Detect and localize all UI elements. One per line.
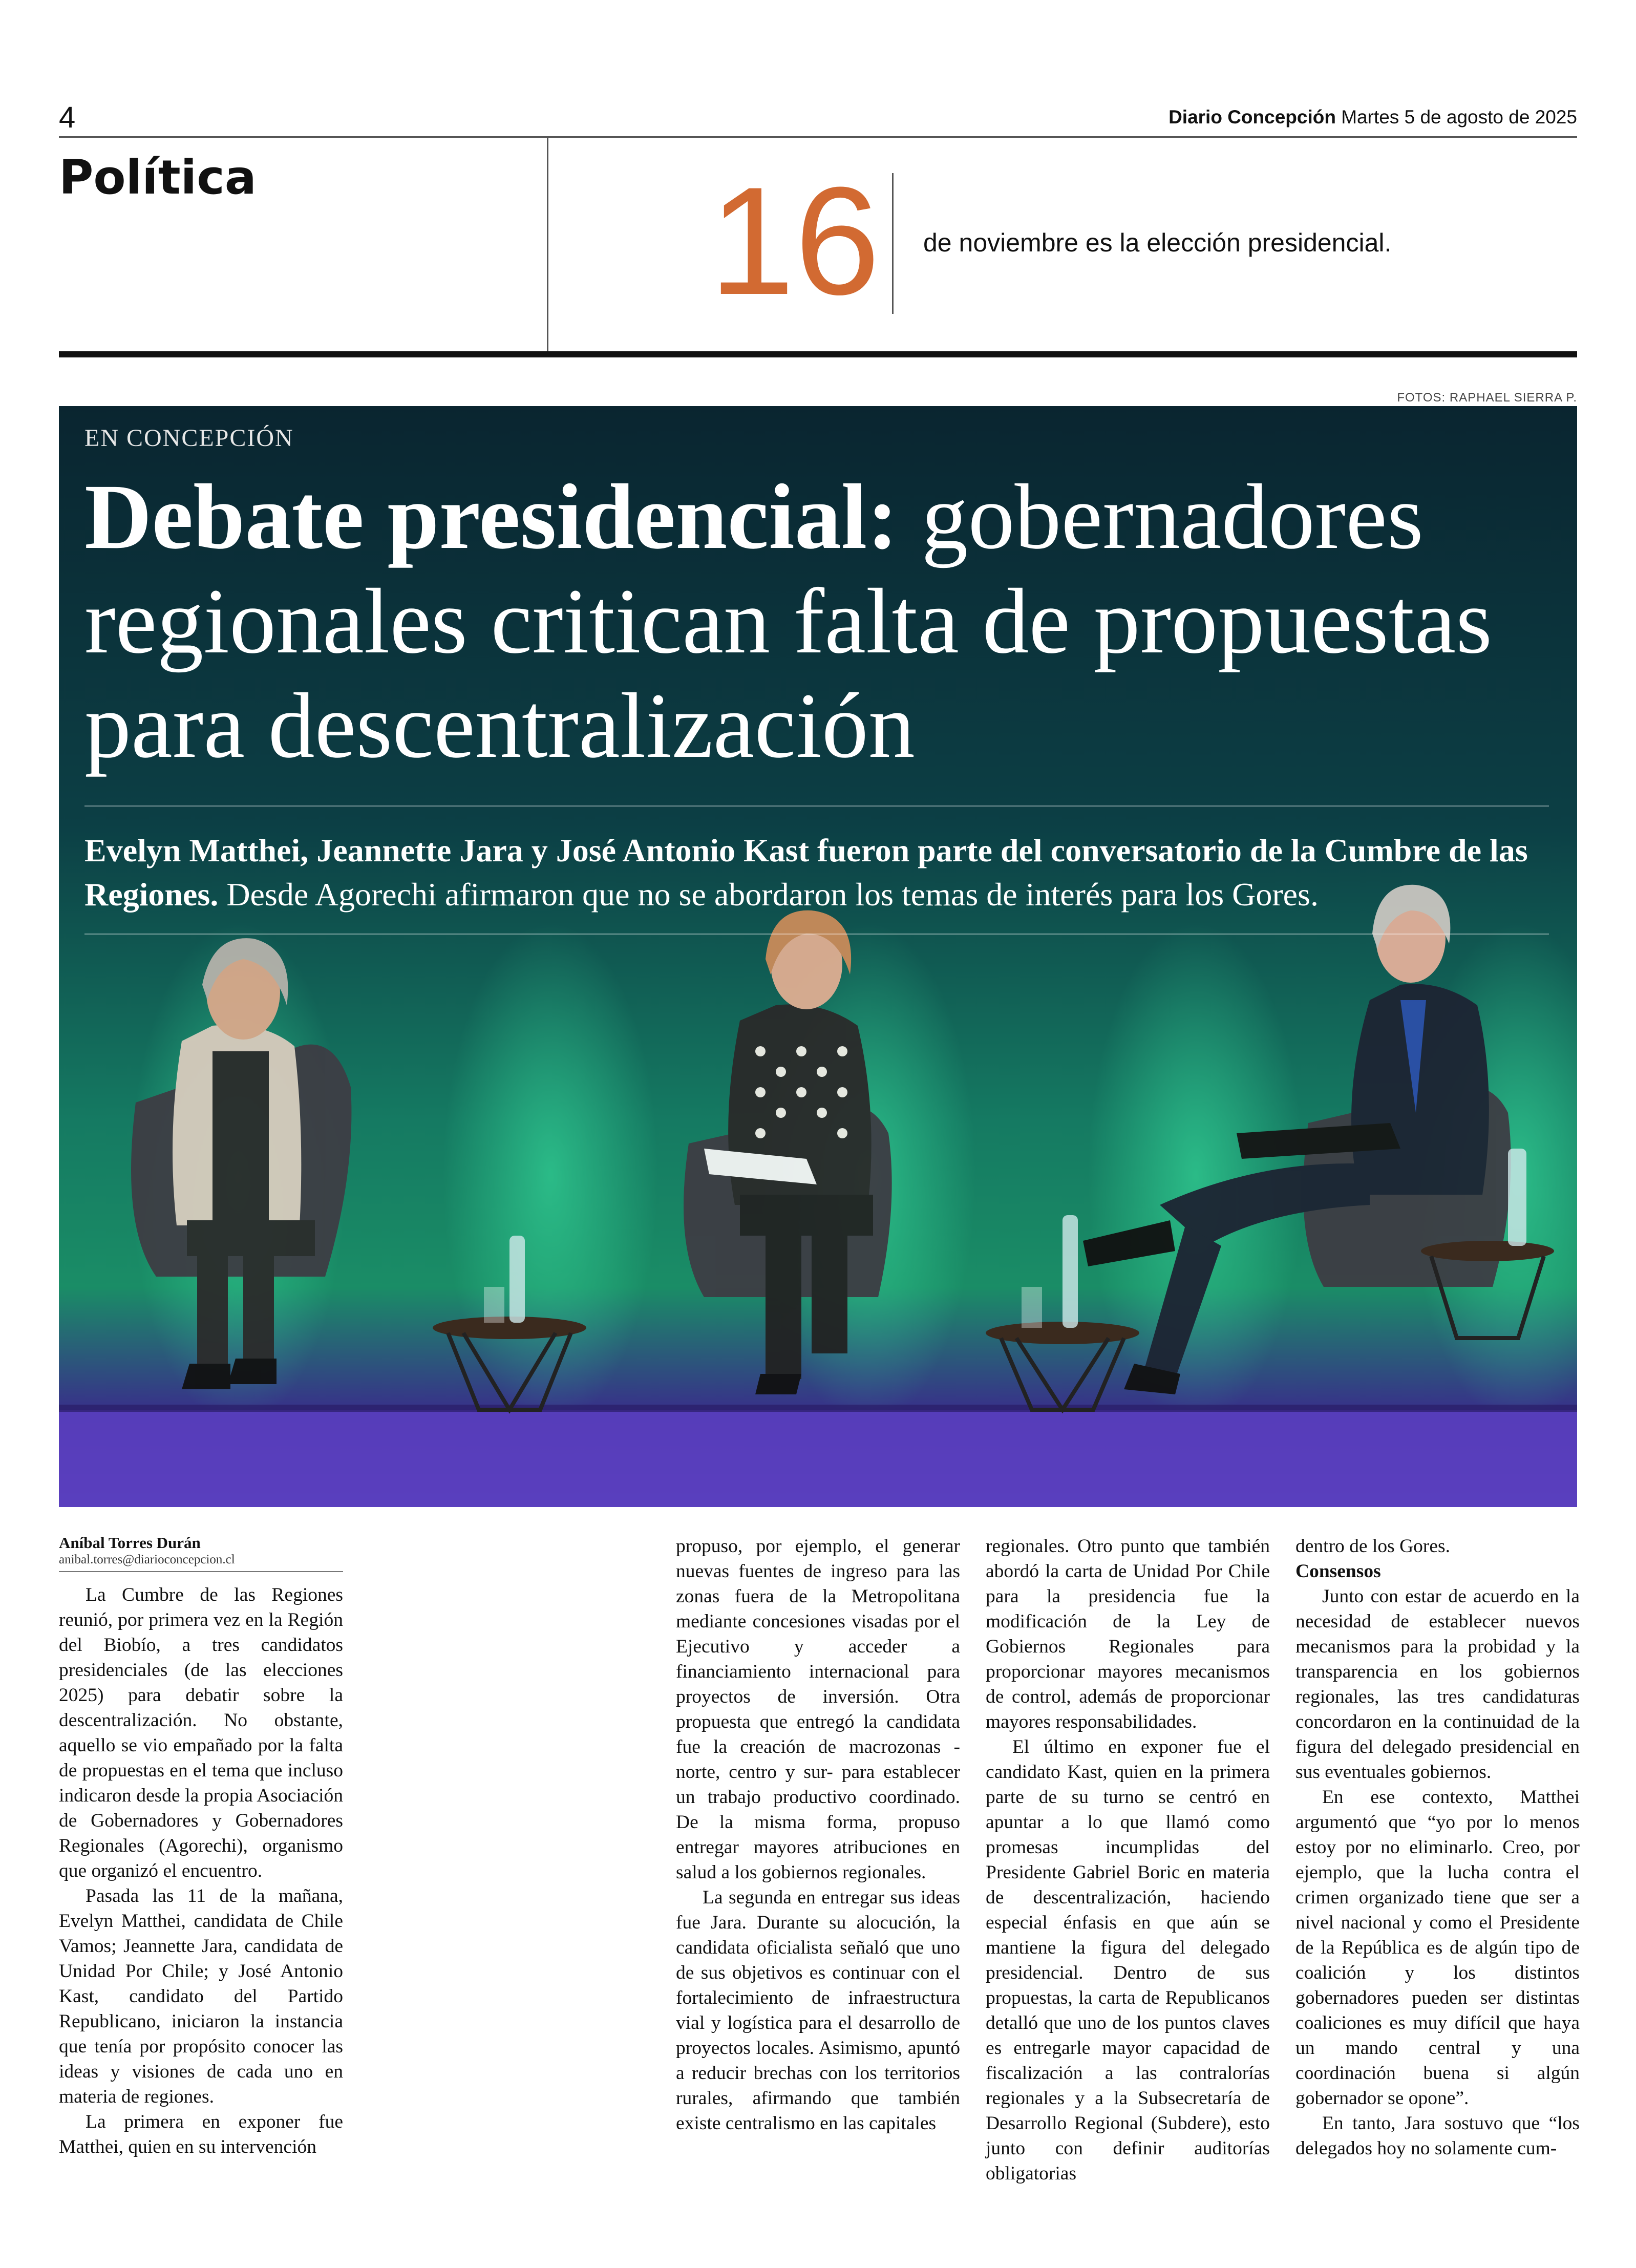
- newspaper-name: Diario Concepción: [1168, 107, 1336, 128]
- candidate-center: [684, 910, 892, 1394]
- paragraph: Junto con estar de acuerdo en la necesidad de establecer nuevos mecanismos para la probidad y la transparencia en los gobiernos regionales, las tres candidaturas concordaron en la continuidad de la figura del delegado presidencial en sus eventuales gobiernos.: [1295, 1586, 1580, 1783]
- paragraph: La primera en exponer fue Matthei, quien en su intervención: [59, 2111, 343, 2157]
- article-column-3: [986, 1534, 1270, 2186]
- paragraph: dentro de los Gores.: [1295, 1536, 1451, 1557]
- paragraph: La segunda en entregar sus ideas fue Jara. Durante su alocución, la candidata oficialista señaló que uno de sus objetivos es continuar con el fortalecimiento de infraestructura vial y logística para el desarrollo de proyectos locales. Asimismo, apuntó a reducir brechas con los territorios rurales, afirmando que también existe centralismo en las capitales: [676, 1887, 960, 2134]
- article-deck: [84, 829, 1559, 917]
- header-thick-rule: [59, 351, 1577, 357]
- fact-number: 16: [709, 155, 880, 327]
- paragraph: regionales. Otro punto que también abordó la carta de Unidad Por Chile para la presidencia fue la modificación de la Ley de Gobiernos Regionales para proporcionar mayores mecanismos de control, además de proporcionar mayores responsabilidades.: [986, 1536, 1270, 1732]
- header-divider: [547, 137, 548, 352]
- article-column-4: [1295, 1534, 1580, 2161]
- section-title: Política: [59, 150, 257, 205]
- deck-bold: Evelyn Matthei, Jeannette Jara y José Antonio Kast fueron parte del conversatorio de la Cumbre de las Regiones.: [84, 832, 1528, 913]
- header-rule: [59, 136, 1577, 138]
- deck-bottom-rule: [84, 934, 1549, 935]
- deck-rest: Desde Agorechi afirmaron que no se abordaron los temas de interés para los Gores.: [218, 876, 1319, 913]
- paragraph: En ese contexto, Matthei argumentó que “yo por lo menos estoy por no eliminarlo. Creo, por ejemplo, que la lucha contra el crimen organizado tiene que ser a nivel nacional y como el Presidente de la República es de algún tipo de coalición y los distintos gobernadores pueden ser distintas coaliciones es muy difícil que haya un mando central y una coordinación buena si algún gobernador se opone”.: [1295, 1787, 1580, 2109]
- candidate-right: [1083, 885, 1511, 1394]
- page-number: 4: [59, 101, 76, 134]
- article-column-2: [676, 1534, 960, 2136]
- side-table-left: [433, 1236, 586, 1410]
- byline-rule: [59, 1571, 343, 1572]
- headline-rest: gobernadores regionales critican falta de propuestas para descentralización: [84, 465, 1493, 777]
- candidate-left: [131, 938, 351, 1389]
- paragraph: El último en exponer fue el candidato Kast, quien en la primera parte de su turno se centró en apuntar a lo que llamó como promesas incumplidas del Presidente Gabriel Boric en materia de descentralización, haciendo especial énfasis en que aún se mantiene la figura del delegado presidencial. Dentro de sus propuestas, la carta de Republicanos detalló que uno de los puntos claves es entregarle mayor capacidad de fiscalización a las contralorías regionales y a la Subsecretaría de Desarrollo Regional (Subdere), esto junto con definir auditorías obligatorias: [986, 1736, 1270, 2184]
- subheading: Consensos: [1295, 1561, 1381, 1582]
- byline-email: anibal.torres@diarioconcepcion.cl: [59, 1553, 235, 1566]
- headline-bold: Debate presidencial:: [84, 465, 898, 568]
- article-kicker: EN CONCEPCIÓN: [84, 425, 294, 452]
- masthead: [1168, 107, 1577, 128]
- article-column-1: [59, 1582, 343, 2159]
- fact-divider: [892, 173, 894, 314]
- issue-date: Martes 5 de agosto de 2025: [1341, 107, 1577, 128]
- paragraph: La Cumbre de las Regiones reunió, por primera vez en la Región del Biobío, a tres candidatos presidenciales (de las elecciones 2025) para debatir sobre la descentralización. No obstante, aquello se vio empañado por la falta de propuestas en el tema que incluso indicaron desde la propia Asociación de Gobernadores y Gobernadores Regionales (Agorechi), organismo que organizó el encuentro.: [59, 1584, 343, 1881]
- byline-author: Aníbal Torres Durán: [59, 1534, 201, 1552]
- paragraph: En tanto, Jara sostuvo que “los delegados hoy no solamente cum-: [1295, 2113, 1580, 2159]
- hero-photo: [59, 406, 1577, 1507]
- article-headline: [84, 465, 1549, 778]
- fact-text: de noviembre es la elección presidencial.: [923, 228, 1392, 257]
- deck-top-rule: [84, 806, 1549, 807]
- paragraph: Pasada las 11 de la mañana, Evelyn Matthei, candidata de Chile Vamos; Jeannette Jara, candidata de Unidad Por Chile; y José Antonio Kast, candidato del Partido Republicano, iniciaron la instancia que tenía por propósito conocer las ideas y visiones de cada uno en materia de regiones.: [59, 1885, 343, 2107]
- paragraph: propuso, por ejemplo, el generar nuevas fuentes de ingreso para las zonas fuera de la Metropolitana mediante concesiones visadas por el Ejecutivo y acceder a financiamiento internacional para proyectos de inversión. Otra propuesta que entregó la candidata fue la creación de macrozonas -norte, centro y sur- para establecer un trabajo productivo coordinado. De la misma forma, propuso entregar mayores atribuciones en salud a los gobiernos regionales.: [676, 1536, 960, 1883]
- photo-credit: FOTOS: RAPHAEL SIERRA P.: [1397, 391, 1577, 405]
